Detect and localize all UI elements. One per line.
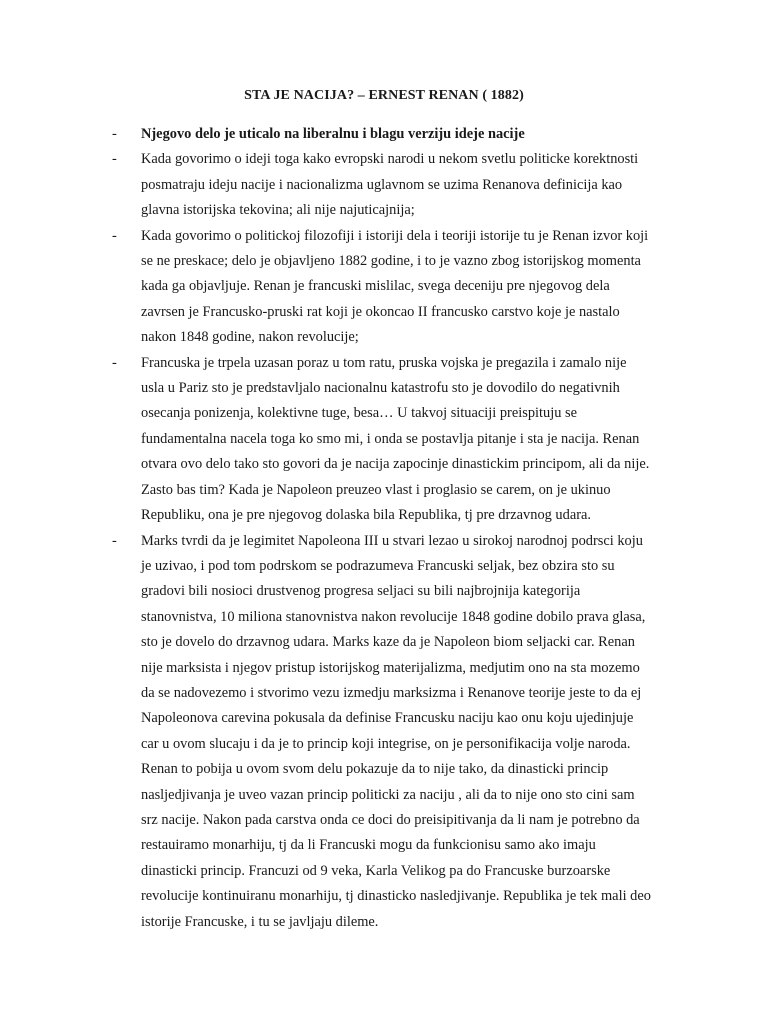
- list-item: [112, 147, 652, 223]
- bullet-dash: -: [112, 532, 117, 549]
- list-item: [112, 224, 652, 351]
- list-item: [112, 122, 652, 147]
- bullet-dash: -: [112, 151, 117, 168]
- bullet-list: [112, 122, 652, 935]
- list-item-text: Kada govorimo o ideji toga kako evropski narodi u nekom svetlu politicke korektnosti posmatraju ideju nacije i nacionalizma uglavnom se uzima Renanova definicija kao glavna istorijska tekovina; ali nije najuticajnija;: [141, 151, 639, 219]
- list-item-text: Marks tvrdi da je legimitet Napoleona III u stvari lezao u sirokoj narodnoj podrsci koju je uzivao, i pod tom podrskom se podrazumeva Francuski seljak, bez obzira sto su gradovi bili nosioci drustvenog progresa seljaci su bili najbrojnija kategorija stanovnistva, 10 miliona stanovnistva nakon revolucije 1848 godine dobilo prava glasa, sto je dovelo do drzavnog udara. Marks kaze da je Napoleon biom seljacki car. Renan nije marksista i njegov pristup istorijskog materijalizma, medjutim ono na sta mozemo da se nadovezemo i stvorimo vezu izmedju marksizma i Renanove teorije jeste to da ej Napoleonova carevina pokusala da definise Francusku naciju kao onu koju ujedinjuje car u ovom slucaju i da je to princip koji integrise, on je personifikacija volje naroda. Renan to pobija u ovom svom delu pokazuje da to nije tako, da dinasticki princip nasljedjivanja je uveo vazan princip politicki za naciju , ali da to nije ono sto cini sam srz nacije. Nakon pada carstva onda ce doci do preisipitivanja da li nam je potrebno da restauiramo monarhiju, tj da li Francuski mogu da funkcionisu samo ako imaju dinasticki princip. Francuzi od 9 veka, Karla Velikog pa do Francuske burzoarske revolucije kontinuiranu monarhiju, tj dinasticko nasledjivanje. Republika je tek mali deo istorije Francuske, i tu se javljaju dileme.: [141, 532, 651, 930]
- bullet-dash: -: [112, 227, 117, 244]
- list-item-text: Kada govorimo o politickoj filozofiji i istoriji dela i teoriji istorije tu je Renan izvor koji se ne preskace; delo je objavljeno 1882 godine, i to je vazno zbog istorijskog momenta kada ga objavljuje. Renan je francuski mislilac, svega deceniju pre njegovog dela zavrsen je Francusko-pruski rat koji je okoncao II francusko carstvo koje je nastalo nakon 1848 godine, nakon revolucije;: [141, 227, 649, 346]
- list-item-text: Njegovo delo je uticalo na liberalnu i blagu verziju ideje nacije: [141, 126, 525, 142]
- document-title: STA JE NACIJA? – ERNEST RENAN ( 1882): [244, 88, 524, 103]
- list-item: [112, 529, 652, 936]
- list-item: [112, 351, 652, 529]
- bullet-dash: -: [112, 354, 117, 371]
- list-item-text: Francuska je trpela uzasan poraz u tom ratu, pruska vojska je pregazila i zamalo nije usla u Pariz sto je predstavljalo nacionalnu katastrofu sto je dovodilo do negativnih osecanja ponizenja, kolektivne tuge, besa… U takvoj situaciji preispituju se fundamentalna nacela toga ko smo mi, i onda se postavlja pitanje i sta je nacija. Renan otvara ovo delo tako sto govori da je nacija zapocinje dinastickim principom, ali da nije. Zasto bas tim? Kada je Napoleon preuzeo vlast i proglasio se carem, on je ukinuo Republiku, ona je pre njegovog dolaska bila Republika, tj pre drzavnog udara.: [141, 354, 650, 524]
- bullet-dash: -: [112, 126, 117, 142]
